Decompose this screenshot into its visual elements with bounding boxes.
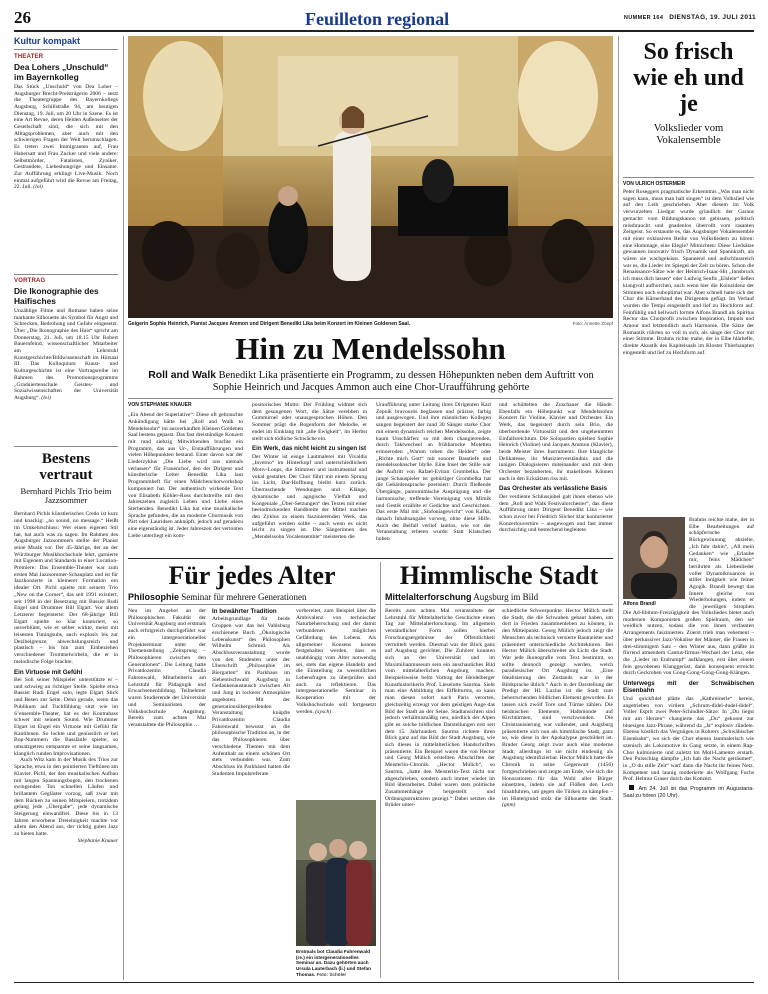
himmlische-subline [385,592,613,603]
main-col-2-text-b: Der Winter ist eisige Lautmalerei mit Vivaldis „Inverno“ im Hinterkopf und unterschiedlichem Motiv-Loops, die Stimmen und instrumental und vokal gestaltet. Der Chor führt mit einem Sprung ins Licht, Dur-Hoffnung bleibt kurz zurück. Überraschende Wendungen und Klänge, dynamische und agogische Vielfalt und Kongeniale „Über-Setzungen“ des Textes mit einer beeindruckenden Bandbreite der Mittel machen den Zyklus zu einem faszinierenden Werk, das aufgeführt werden sollte – auch wenn es nicht leicht zu singen ist. Die Sängerinnen des „Mendelssohn Vocalensemble“ meisterten die [252,453,367,541]
main-col-4-text-b: Der verdiente Schlussjubel galt ihnen ebenso wie dem „Roll and Walk Festivalorchester“, das diese Aufführung unter Dirigent Benedikt Lika – wie schon zuvor bei Friedrich Silcher klar konturierter Konzertouvertüre – ausgewogen und fast immer durchsichtig und bestechend begleitete. [499,493,613,534]
concert-scene [128,36,613,318]
main-rule [128,398,613,399]
kompakt-heading: Kultur kompakt [14,36,81,46]
alter-col-3-text: vorbereitet, zum Beispiel über die Ambivalenz von technischer Naturbeherrschung und der damit verbundenen möglichen Gefährdung des Lebens. Als allgemeiner Konsens konnte festgehalten werden, dass es unabhängig vom Alter notwendig sei, stets das eigene Handeln und die Einstellung zu wesentlichen Lebensfragen zu überprüfen und auch zu reflektieren. Das intergenerationelle Seminar in Kooperation mit der Volkshochschule soll fortgesetzt werden. [296,608,376,715]
brandl-photo [623,517,685,599]
theater-title: Dea Lohers „Unschuld“ im Bayernkolleg [14,62,109,82]
person-right-head [349,841,367,859]
alter-photo [296,800,376,946]
alter-photo-credit: Foto: Schöler [316,971,347,977]
issue-info [624,14,756,22]
alter-col-3 [296,608,376,798]
bestens-subtitle: Bernhard Pichls Trio beim Jazzsommer [20,485,112,505]
alter-col-2 [212,608,290,978]
himmlische-kicker: Mittelalterforschung [385,592,472,603]
frisch-headline: So frisch wie eh und je [633,39,744,117]
vortrag-title: Die Ikonographie des Haifisches [14,286,99,306]
himmlische-col-2 [502,608,613,978]
kompakt-item-theater [14,54,118,278]
bestens-divider [14,446,118,447]
main-col-4-text: und schüttelten die Zuschauer die Hände. Ebenfalls ein Höhepunkt war Mendelssohns Konzert für Violine, Klavier und Orchester. Ein Werk, das begeistert durch sein Brio, die überbordende Virtuosität und den ungehemmten Einfallsreichtum. Die Solopartien spielten Sophie Heinrich (Violine) und Jacques Ammon (Klavier), beide Meister ihres Instruments. Ihre klangliche Delikatesse, ihr Musizierverständnis und die innigen Dialogisieren miteinander und mit dem Orchester bezauberten, ihr makelloses Können auch in den Ecksätzen riss mit. [499,402,613,482]
himmlische-sub: Augsburg im Bild [473,592,539,603]
main-bottom-rule [128,558,613,559]
alter-kicker: Philosophie [128,592,180,603]
alter-col-1: Neu im Angebot an der Philosophischen Fakultät der Universität Augsburg und erstmals auch erfolgreich durchgeführt war ein intergenerationelles Projektseminar unter der Themenstellung „Zeitsprung – Philosophieren zwischen den Generationen“. Die Leitung hatte Privatdozentin Claudia Fahrenwald, Mitarbeiterin am Lehrstuhl für Pädagogik und Erwachsenenbildung. Teilnehmer waren Studierende der Universität und Seminaristen der Volkshochschule Augsburg. Bereits zum achten Mal veranstaltete die Philosophie … [128,608,206,728]
vortrag-text-body: Unzählige Filme und Romane haben seine markante Silhouette als Symbol für Angst und Schrecken, Bedrohung und Gefahr eingesetzt. Über „Die Ikonographie des Hais“ spricht am Donnerstag, 21. Juli, um 18.15 Uhr Robert Bauernfeind, wissenschaftlicher Mitarbeiter am Lehrstuhl Kunstgeschichte/Bildwissenschaft im Hörsaal III. Das Kolloquium Kunst- und Kulturgeschichte ist eine Vortragsreihe im Rahmen des Promotionsprogramms „Graduiertenschule Geistes- und Sozialwissenschaften der Universität Augsburg“. [14,307,118,401]
himmlische-col-2-text: schiedliche Schwerpunkte. Hector Mülich stellt die Stadt, die die Schwaben gebaut haben, um dort in Frieden zusammenleben zu können, in den Mittelpunkt. Georg Mülich jedoch zeigt die Menschen als technisch versierte Baumeister und präsentiert unterschiedliche Architekturen. Bei Hector Mülich überschreitet als Licht die Stadt. War jede Ikonografie vom Text bestimmt, so sollte dennoch gezeigt werden, welch paradiesischer Ort Augsburg ist. „Eine Idealisierung des Zustands war in der Bildsprache üblich.“ Auch in der Darstellung der Predigt der Hl. Luzius ist die Stadt zum beherrschenden bildlichen Element geworden. Es lassen sich zwölf Tore und Türme zählen. Die heidnischen Elemente, Halbmonde auf Kirchtürmen, sind verschwunden. Die Christianisierung war vollendet, und Augsburg präsentierte sich nun als himmlische Stadt, ganz so, wie diese in der Apokalypse geschildert ist. Bruder Georg zeigt zwar auch eine moderne Stadt, allerdings ist sie nicht eindeutig als Augsburg identifizierbar. Hector Mülich hatte die Chronik in seine Gegenwart (1456) fortgeschrieben und zeigte am Ende, wie sich die Honoratioren für das Wohl aller Bürger einsetzten, indem sie auf Flößen den Lech hinabfuhren, um gegen die Türken zu kämpfen – im Hintergrund stolz die Silhouette der Stadt. [502,608,613,802]
main-col-2-subhead: Ein Werk, das nicht leicht zu singen ist [252,445,367,453]
main-col-3: Uraufführung unter Leitung ihres Dirigenten Karl Zepnik bravourös beglassen und präzise, farbig und ausgewogen. Und ihre männlichen Kollegen sangen begeistert der rund 30 Sänger starke Chor mit einem dynamisch reichen Mendelssohn, zeigte kaum Unschärfen: so mit dem changierenden, durch Taktwechsel an frühbarocke Motetten erinnernden „Warum toben die Heiden“ oder „Richte mich Gott“ mit sonorer Basstiefe und mendelssohnscher Idylle. Eine Insel der Stille war der Auftritt von Rafael-Evitan Grombelka. Der junge Schauspieler ist gebürtiger Grombelka hat die Gebärdensprache poetisiert: Durch fließende Übergänge, pantomimische Ausprägung und die harmonische, treffende Vereinigung von Mimik und Gestik erzählte er Gedichte und Geschichten. Das erste Mal mit „Sinfoniagewicht“ von Kafka, danach Inhaltsangabe vorweg, ohne diese Hilfe. Auch der Beifall verlief lautlos, wie vor der Veranstaltung erbeten wurde: Statt Klatschen hoben [376,402,491,543]
frisch-rule [623,177,754,178]
theater-text [14,84,118,278]
frisch-article [623,36,754,155]
frisch-paragraph-3: Die Ad-libitum-Freizügigkeit des Volksliedes bietet auch modernen Komponisten großen Spielraum, den sie weidlich nutzen, sodass die von ihnen verfassten Arrangements faszinierten. Zuerst trieb man vehement – über perkussiver Jazz-Vokalise der Männer, die Frauen in drei-stimmigem Satz – den Winter aus, dann grüßte in flirrend atmendem Cantus-firmus-Wechsel der Lenz, ehe die „Lieder im Endrumpf“ aufklangen, erst über einem fein gewobenen Klanggerüst, dann konsequent erreicht durch Geckrohen von Gong-Gong-Gong-Gong-Klängen. [623,610,754,677]
main-author: VON STEPHANIE KNAUER [128,402,192,408]
bestens-signature: Stephanie Knauer [77,837,118,844]
pianist [422,159,454,203]
himmlische-headline: Himmlische Stadt [399,561,599,590]
kompakt-divider [14,274,118,275]
person-middle-head [329,839,347,857]
main-headline: Hin zu Mendelssohn [235,331,506,366]
vortrag-text [14,308,118,468]
main-col-2-text: positorisches Motto: Der Frühling widmet sich dem gesungenen Wort, die Sätze verebben in Gummirnel oder unausgesprochen Höhen. Den Sommer prägt die Bogenform der Melodie, er endet im Einklang mit „alle Ewigkeit“, im Herbst stellt sich tödliche Schwäche ein. [252,402,367,442]
person-left-head [309,843,327,861]
bestens-paragraph-1: Bernhard Pichls künstlerisches Credo ist kurz und knackig: „no sound, no message.“ Heißt im Umkehrschluss: Wer einen eigenen Stil hat, hat auch was zu sagen. Im Rahmen des Augsburger Jazzsommers stellte der Pianist seine Musik vor. Der 45-Jährige, der an der Würzburger Musikhochschule lehrt, garnierte mit Eigenem und Standards in einer Location-Premiere: Das Ensemble-Theater war zum ersten Mal Jazzsommer-Schauplatz und ist für Jazzkonzerte in kleinerer Formation ein idealer Ort. Pichl spielte mit seinem Trio „New on the Corner“, das seit 1991 existiert, seit 1998 in der Besetzung mit Bassist Rudi Engel und Drummer Bill Elgart. Vor allem Letzterer begeisterte: Der 68-jährige Bill Elgart spielte so klar konturiert, so unverblümt, wie er selber wirkte, meist mit leisesten Tuningsubs, auch explosiv bis zur Dezibelgrenze, abwechslungsreich und plastisch – bis hin zum Einbeziehen verschiedener Trommelwirbeln, die er in melodische Folge brachte. [14,511,118,665]
frisch-note-text: Am 24. Juli ist das Programm im Augustana-Saal zu hören (20 Uhr). [623,786,754,799]
header-rule [14,30,754,32]
main-col-1-text: „Ein Abend der Superlative“: Diese oft gebrauchte Ankündigung hätte bei „Roll and Walk to Mendelssohn“ im ausverkauften Kleinen Goldenen Saal bestens gepasst. Das fast dreistündige Konzert mit rund siebzig Mitwirkenden brachte ein Programm, das aus Ur-, Erstaufführungen und vielen Höhepunkten bestand. Einer davon war der Liederzyklus „Die Liebe wird uns niemals verlassen“ für Frauenchor, den der Dirigent und künstlerische Leiter Benedikt Lika laut Programmheft für einen Mädchenchorworkshop komponiert hat. Der authentisch wirkende Text von Elisabeth Köhler-Ross durchstreifte mit den Jahreszeiten zugleich Leben und Liebe eines Sterbenden. Benedikt Lika hat eine musikalische Sprache gefunden, die an moderne Chormusik von Pärt oder Lauridsen anknüpft, jedoch auf geradezu eine eigenständig ist. Jeder Jahreszeit der vertonten Liebe unterliegt ein kom- [128,412,243,539]
alter-rule [128,604,376,605]
main-subline-text: Benedikt Lika präsentierte ein Programm, zu dessen Höhepunkten neben dem Auftritt von Sophie Heinrich und Jacques Ammon auch eine Chor-Uraufführung gehörte [212,370,594,394]
alter-col-2-subhead: In bewährter Tradition [212,608,277,615]
alter-divider [380,562,381,978]
theater-signature: (loi) [33,184,43,191]
frisch-note-icon [629,785,634,790]
bestens-paragraph-2: Bei Soli seiner Mitspieler unterstützte er – und schwieg an richtiger Stelle. Spielte etwa Bassist Rudi Engel solo, legte Elgart Stick und Besen zur Seite. Denn gerade, wenn das Publikum auf Tuchfühlung sitzt wie im S’ensemble-Theater, hat es der Kontrabass schwer mit seinem Sound. Wie Drummer Elgart ist Engel ein Virtuose mit Gefühl für Kantilenen. So lockte und genüsslich er bei Bop-Nummern die Bassläufe spielte, so umsatzgetreu entspannte er seine langsamen, klanglich runden Improvisationen. [14,677,118,757]
theater-kicker: THEATER [14,54,44,60]
kompakt-rule [14,49,118,50]
main-photo-credit: Foto: Annette Zoepf [572,321,613,326]
brandl-caption: Alfons Brandl [623,601,656,607]
person-right [346,860,372,946]
himmlische-signature: (gnm) [502,802,516,809]
frisch-note [623,785,754,799]
himmlische-col-1: Bereits zum achten Mal veranstaltete der Lehrstuhl für Mittelalterliche Geschichte einen Tag zur Mittelalterforschung. Im allgemein verständlicher Form sollen hierbei Forschungsergebnisse der Öffentlichkeit vermittelt werden. Diesmal war der Blick ganz auf Augsburg gerichtet. Die Zuhörer konnten sich an der Universität und im Maximilianmuseum sein ein anschauliches Bild vom mittelalterlichen Augsburg machen. Beispielsweise beim Vortrag der Heidelberger Kunsthistorikerin Prof. Lieselotte Saurma. Sieht man eine Abbildung des Eiffelturms, so kann man diesen sofort nach Paris verorten, gleichzeitig erzeugt vor dem geistigen Auge das Bild der Stadt an der Seine. Stadtansichten sind jedoch verhältnismäßig neu, nördlich der Alpen gibt es solche bildlichen Darstellungen erst seit dem 15. Jahrhundert. Saurma richtete ihren Blick ganz auf das Bild der Stadt Augsburg, wie sich dieses in mittelalterlichen Handschriften präsentierte. Ein Beispiel waren die von Hector und Georg Mülich erstellten Abschriften der Meisterlin-Chronik. „Hector Mülich“, so Saurma, „hatte den Meisterlin-Text nicht nur abgeschrieben, sondern auch immer wieder im Bild überarbeitet. Dabei waren stets politische Zusammenhänge hergestellt und Ordnungsstrukturen gezeigt.“ Dabei setzten die Brüder unter- [385,608,495,809]
brandl-portrait [623,517,685,599]
vortrag-signature: (loi) [41,394,51,401]
musician-1 [142,221,194,281]
main-subline [140,370,602,395]
alter-col-2-text: Arbeitsgrundlage für beide Gruppen war das bei Vahlsburg erschienene Buch „Ökologische Lebenskunst“ des Philosophen Wilhelm Schmid. Als Abschlussveranstaltung wurde von den Studenten unter der Überschrift „Philosophie im Biergarten“ im Parkhaus im Siebentischwald Augsburg in Gedankenaustausch zwischen Alt und Jung in lockerer Atmosphäre angeboten. Mit der generationsübergreifenden Veranstaltung knüpfte Privatdozentin Claudia Fahrenwald bewusst an die philosophische Tradition an, in der das Philosophieren über verschiedene Themen mit dem Aufenthalt an einem schönen Ort stets verbunden war. Zum Abschluss im Parkhäusl hatten die Studenten Impulsreferate [212,616,290,777]
kompakt-item-vortrag [14,278,118,468]
bestens-text [14,511,118,983]
page-number: 26 [14,8,31,27]
alter-caption-text: Erstmals bot Claudia Fahrenwald (re.) ein intergenerationelles Seminar an. Dazu gehörten auch Ursula Lauterbach (li.) und Stefan Thomas. [296,949,372,977]
frisch-text-wrap: Brahms reichte mahe, der in Elbe Bearbeitungen auf schöpferische Rückgewinnung abzielte, „Ich fahr dahin“, „All mein Gedanken“ wie „Erlaube mir, feins Mädchen“ berührten als Liebeslieder voller Dynamiknuancen in stiller Innigkeit wie feiner Agogik. Brandl bewegt das Innere gleiche von Wiederholungen, indem er die jeweiligen Strophen [689,517,754,609]
frisch-text-top: Peter Roseggers pragmatische Erkenntnis „Was man nicht sagen kann, muss man halt singen“ ist dem Volkslied wie auf den Leib geschrieben. Aber diesem im Volk verwurzelten Liedgut wurde gründlich der Garaus gemacht: vom Bildungskanon tot gebissen, politisch missbraucht und gnadenlos überrollt vom rasanten Zeitgeist. So erstaunte es, das Augsburger Vokalensemble mit einer exklusiven Reihe von Volksliedern zu hören: eine Hommage, eine Elegie? Mitnichten: Diese Liedsätze gewannen innovativ frisch Dynamik und Spannkraft, als wären sie wachgeküsst. Spannend und aufschlussreich war es, die Lieder im Spiegel der Zeit zu hören. Schon die Renaissance-Sätze wie der Heinrich-Isaac-Hit „Innsbruck ich muss dich lassen“ oder Ludwig Senfls „Elslein“ ließen klangvoll aufhorchen, auch wenn hier die Koinzidenz der Stimmen noch suboptimal war. Aber schnell hatte sich der Chor die Kärnerhand des Dirigenten gefügt. Im Verlauf wurden die Tempi eingestellt und lief zu Hochform auf. Feinfühlig und hellwach formte Alfons Brandl als Spiritus Rector das Chorprofil zwischen Inspiration, Impuls und Amour und letztendlich auch Harmonie. Die Sätze der Romantik rührten so voll in sich, als sänge der Chor mit einer Stimme. Brahms richte mahe, der in Elbe hlärhelle, direkte Akustik des Kapitelsaals im Kloster Thierhaupten eingestellt und lief zu Hochform auf. [623,189,754,356]
left-col-divider [123,36,124,980]
issue-date: DIENSTAG, 19. JULI 2011 [669,14,756,21]
bestens-paragraph-3: Auch Witz kam in der Musik des Trios zur Sprache, etwa in den pointierten Tieftönen am Klavier. Pichl, der den musikalischen Aufbau mit langen Spannungsbogen, den trockenen swingenden Ton schnellen Läufen und brillantem Gegläster vorzog, saß zwar mit dem Rücken zu seinen Mitspielern, trotzdem gelang jede „Übergabe“, jede dynamische Steigerung einwandfrei. Diese bis in 13 Jahren erworbene Dreieinigkeit machte vor allem den Abend aus, der richtig guten Jazz zu bieten hatte. [14,757,118,838]
alter-headline: Für jedes Alter [168,561,336,590]
theater-text-body: Das Stück „Unschuld“ von Dea Loher – Augsburger Brecht-Preisträgerin 2006 – setzt die Theatergruppe des Bayernkollegs Augsburg, Schillstraße 94, am heutigen Dienstag, 19. Juli, um 20 Uhr in Szene. Es ist eine Art Revue, deren Helden Außenseiter der Gesellschaft sind, die sich mit den Alltagsproblemen, aber auch mit den schwierigen Fragen der Welt herumschlagen. Es treten zwei Immigranten auf, Frau Habersatt und Frau Zucker und viele andere: Selbstmörder, Fatalisten, Zyniker, Gestrandete, Liebeshungrige und Einsame. Zur Aufführung erklingt Live-Musik. Noch einmal aufgeführt wird die Revue am Freitag, 22. Juli. [14,83,118,191]
main-caption: Geigerin Sophie Heinrich, Pianist Jacques Ammon und Dirigent Benedikt Lika beim Konzert im Kleinen Goldenen Saal. [128,321,411,327]
himmlische-rule [385,604,613,605]
violinist [333,131,371,281]
musician-4 [542,219,594,283]
ornament-left [143,41,223,151]
conductor-head [278,186,298,206]
frisch-subhead: Unterwegs mit der Schwäbischen Eisenbahn [623,680,754,695]
frisch-author: VON ULRICH OSTERMEIR [623,181,686,187]
main-col-4 [499,402,613,552]
frisch-sub: Volkslieder vom Vokalensemble [653,122,724,146]
piano [398,186,508,236]
bestens-title: Bestens vertraut [39,451,93,483]
ornament-right [518,41,598,151]
conductor [268,198,308,274]
alter-sub: Seminar für mehrere Generationen [181,592,307,603]
bestens-article [14,452,118,983]
musician-2 [216,233,260,289]
frisch-paragraph-4: Und quickfidel plätte das „Kathreinerle“ herein, angetrieben von virilem „Schrum-didel-dudel-didel“. Voller Esprit zwei Peter-Schindler-Sätze: In „Du liegst mir am Herzen“ changierte das „Du“ gekonnt zur bluesigen Jazz-Phrase, während da „Ja“ explosiv zündete. Ebenso köstlich das Vergnügen in Rohrers „Schwäbischer Eisenbahn“, wo sich der Chor ebenso lautmalerisch wie szenisch als Lokomotive in Gang setzte, in einem Rap-Chor kulminierte und zuletzt im Moll-Lamento erstarb. Den Pulsschlag dämpfte „Ich hab die Nacht geträumet“, in „O du stille Zeit“ warf dann die Nacht ihr feines Netz. Kompetent und launig moderierte als Wolfgang Fuchs Prof. Helmut Graser durch das Konzert. [623,695,754,783]
alter-signature: (sysch) [315,708,332,715]
alter-subline [128,592,376,603]
main-subline-kicker: Roll and Walk [148,370,216,381]
section-title: Feuilleton regional [305,9,450,29]
himmlische-article [385,562,613,603]
right-col-divider [618,36,619,980]
brandl-shirt [631,573,677,599]
main-col-4-subhead: Das Orchester als verlässliche Basis [499,485,608,493]
issue-number: NUMMER 164 [623,15,664,21]
frisch-text-bottom [623,610,754,976]
alter-photo-scene [296,800,376,946]
alter-caption [296,949,376,977]
main-col-1 [128,402,243,552]
vortrag-kicker: VORTRAG [14,278,46,284]
alter-article [128,562,376,603]
bestens-subhead: Ein Virtuose mit Gefühl [14,668,83,676]
concert-photo [128,36,613,318]
main-col-2 [252,402,367,552]
footer-rule [14,982,754,983]
